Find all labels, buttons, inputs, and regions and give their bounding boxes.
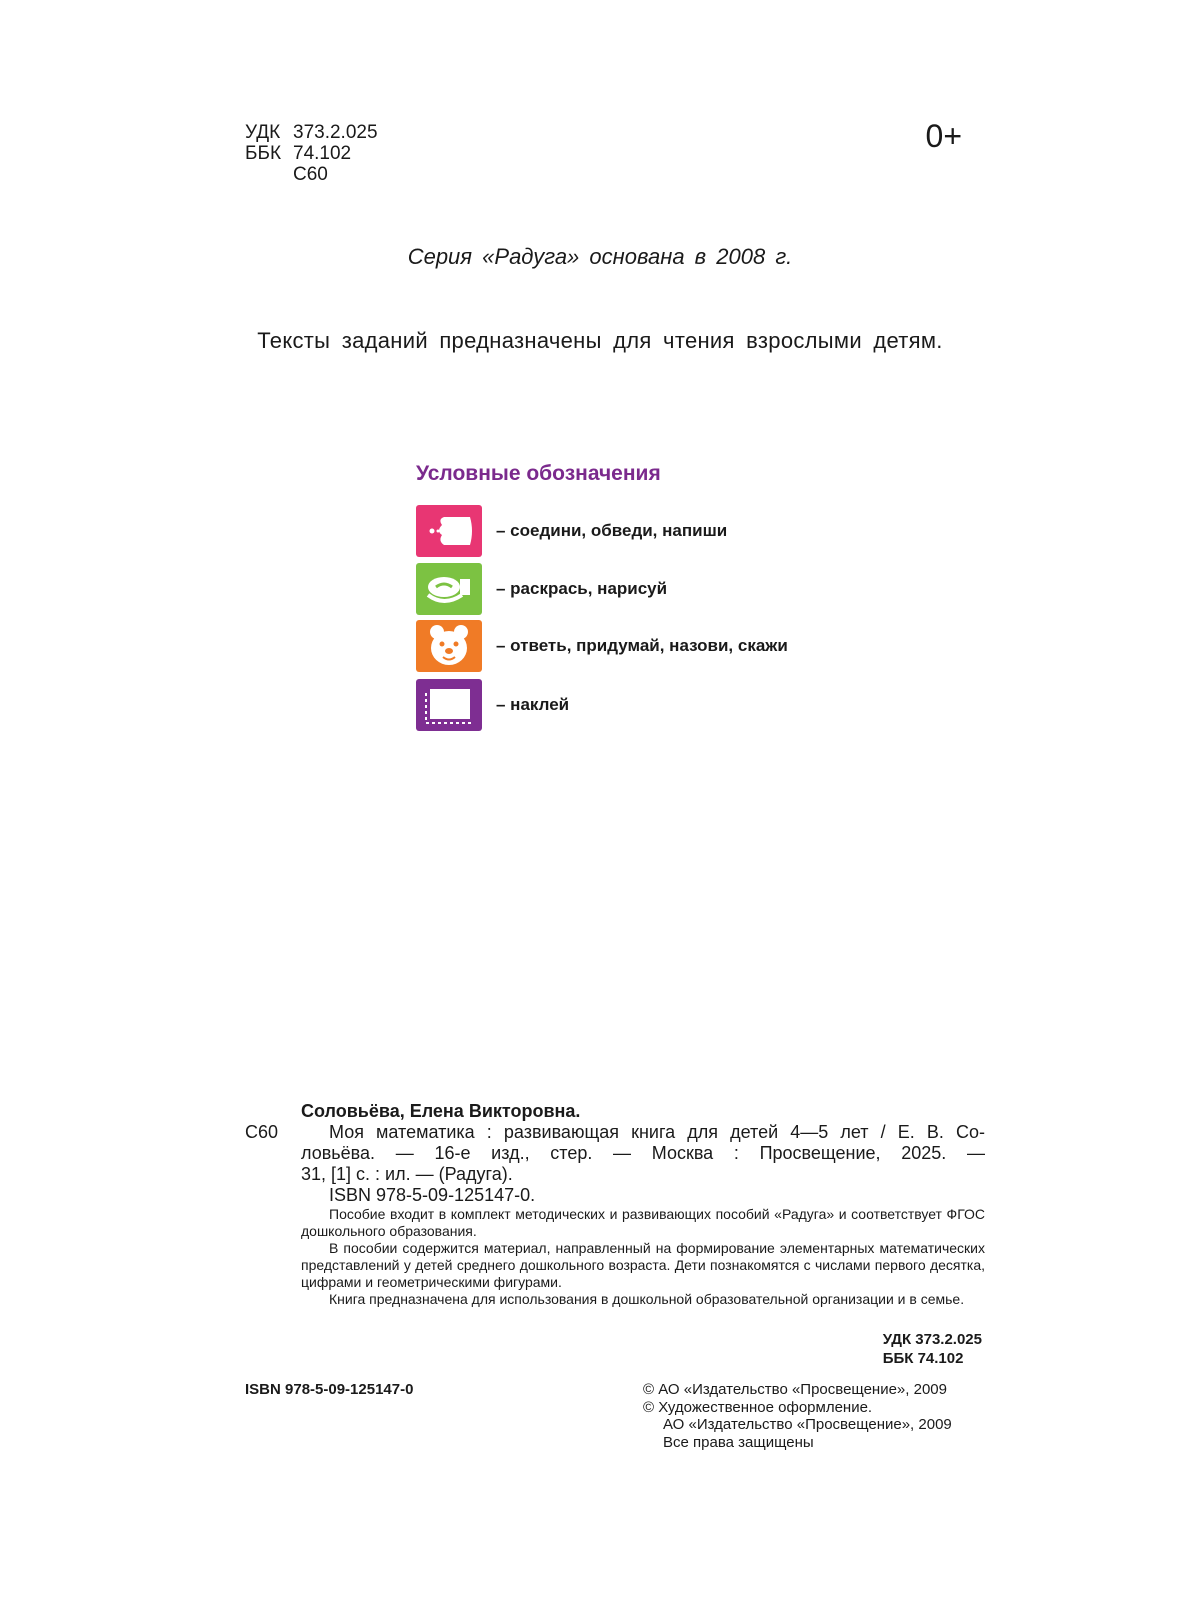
- bbk-label: ББК: [245, 143, 282, 164]
- bib-line: ловьёва. — 16-е изд., стер. — Москва : Просвещение, 2025. —: [301, 1143, 985, 1163]
- bib-line: Моя математика : развивающая книга для детей 4—5 лет / Е. В. Со-: [329, 1122, 985, 1142]
- isbn: ISBN 978-5-09-125147-0: [245, 1381, 414, 1398]
- rights-line: Все права защищены: [663, 1433, 814, 1451]
- bib-udk: УДК 373.2.025: [882, 1331, 982, 1348]
- legend-item-sticker: [416, 679, 569, 731]
- note-line: Тексты заданий предназначены для чтения взрослыми детям.: [257, 328, 943, 353]
- bear-icon: [416, 620, 482, 672]
- bib-classification: [883, 1330, 982, 1368]
- copyright-line: © Художественное оформление.: [643, 1398, 873, 1416]
- legend-title: Условные обозначения: [416, 462, 661, 485]
- bibliographic-record: [245, 1100, 985, 1308]
- sticker-icon: [416, 679, 482, 731]
- copyright-line: АО «Издательство «Просвещение», 2009: [663, 1416, 952, 1433]
- legend-item-color: [416, 563, 667, 615]
- bib-isbn: ISBN 978-5-09-125147-0.: [329, 1185, 536, 1205]
- copyright-block: [643, 1381, 952, 1451]
- copyright-line: © АО «Издательство «Просвещение», 2009: [643, 1381, 947, 1398]
- bib-line: 31, [1] с. : ил. — (Радуга).: [301, 1164, 513, 1184]
- age-rating: 0+: [925, 118, 962, 154]
- paint-icon: [416, 563, 482, 615]
- pencil-icon: [416, 505, 482, 557]
- annotation-paragraph: Пособие входит в комплект методических и развивающих пособий «Радуга» и соответствует ФГОС дошкольного образования.: [301, 1206, 985, 1239]
- legend-text: – раскрась, нарисуй: [496, 579, 668, 598]
- legend-item-answer: [416, 620, 788, 672]
- legend-text: – наклей: [496, 695, 570, 714]
- bib-bbk: ББК 74.102: [882, 1350, 964, 1367]
- annotation-paragraph: Книга предназначена для использования в дошкольной образовательной организации и в семье.: [329, 1291, 965, 1307]
- legend-item-connect: [416, 505, 727, 557]
- annotation-paragraph: В пособии содержится материал, направленный на формирование элементарных математических представлений у детей среднего дошкольного возраста. Дети познакомятся с числами первого десятка, цифрами и геометрическими фигурами.: [301, 1240, 985, 1290]
- udk-value: 373.2.025: [293, 122, 378, 143]
- author-code: С60: [293, 164, 328, 185]
- classification-codes: [245, 122, 378, 185]
- legend-text: – соедини, обведи, напиши: [496, 521, 728, 540]
- author-name: Соловьёва, Елена Викторовна.: [301, 1101, 581, 1121]
- series-line: Серия «Радуга» основана в 2008 г.: [407, 244, 793, 269]
- annotation: [301, 1206, 985, 1308]
- legend-text: – ответь, придумай, назови, скажи: [496, 636, 788, 655]
- udk-label: УДК: [245, 122, 281, 143]
- bib-code: С60: [245, 1122, 279, 1142]
- bbk-value: 74.102: [293, 143, 352, 164]
